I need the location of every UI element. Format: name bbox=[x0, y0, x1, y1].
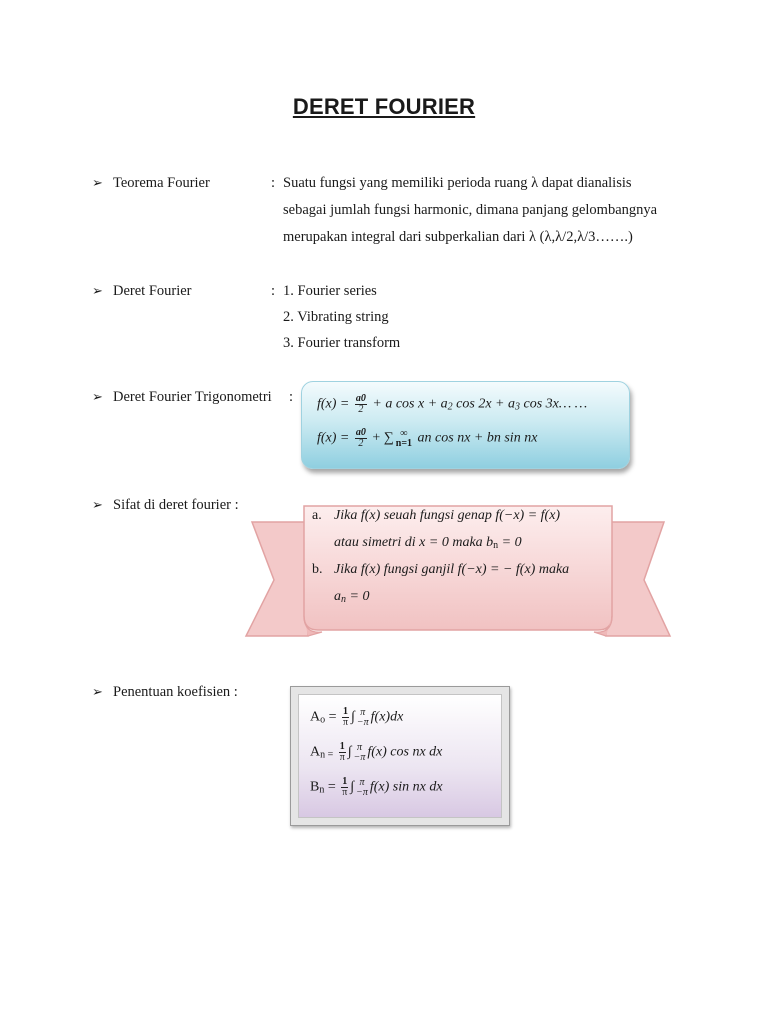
f1-frac-num: a0 bbox=[355, 393, 366, 404]
sifat-b-line-2-sub: n bbox=[341, 594, 346, 605]
f2-fraction bbox=[355, 428, 367, 449]
koef-a0-lim-bot: −π bbox=[356, 716, 369, 728]
koef-a0-frac-den: π bbox=[343, 717, 349, 728]
koef-an-name: A bbox=[310, 744, 321, 760]
sifat-a-line-2-sub: n bbox=[493, 540, 499, 551]
sum-symbol: + ∑ bbox=[372, 430, 394, 446]
integral-symbol: ∫ bbox=[351, 709, 355, 725]
sifat-b-line-2-post: = 0 bbox=[346, 589, 370, 604]
koef-a0-sub: o bbox=[320, 714, 326, 726]
trigonometri-colon: : bbox=[289, 389, 294, 405]
koef-a0-fraction bbox=[342, 707, 349, 728]
koefisien-formula-box bbox=[290, 686, 510, 826]
bullet-arrow-icon: ➢ bbox=[92, 497, 103, 512]
deret-item-2: 2. Vibrating string bbox=[283, 309, 389, 325]
koef-an-limits bbox=[354, 743, 366, 763]
f2-lhs: f(x) = bbox=[317, 430, 350, 446]
koef-an-fraction bbox=[339, 742, 346, 763]
koef-row-bn bbox=[310, 777, 443, 798]
teorema-line-3: merupakan integral dari subperkalian dari λ (λ,λ/2,λ/3…….) bbox=[283, 229, 633, 245]
sifat-b-line-1: Jika f(x) fungsi ganjil f(−x) = − f(x) maka bbox=[334, 562, 570, 577]
page-title: DERET FOURIER bbox=[292, 94, 476, 119]
koef-an-frac-den: π bbox=[339, 752, 345, 763]
koef-bn-limits bbox=[356, 778, 368, 798]
koef-a0-lim-top: π bbox=[360, 706, 366, 718]
integral-symbol: ∫ bbox=[350, 779, 355, 795]
koef-bn-eq: = bbox=[327, 779, 336, 795]
formula-line-1 bbox=[317, 394, 587, 415]
bullet-arrow-icon: ➢ bbox=[92, 684, 103, 699]
koef-row-a0 bbox=[310, 707, 403, 728]
koef-bn-fraction bbox=[341, 777, 348, 798]
sifat-b-marker: b. bbox=[312, 562, 323, 577]
f1-sub: 2 bbox=[447, 401, 453, 413]
teorema-colon: : bbox=[271, 175, 276, 191]
bullet-arrow-icon: ➢ bbox=[92, 389, 103, 404]
f1-lhs: f(x) = bbox=[317, 396, 350, 412]
koef-bn-lim-bot: −π bbox=[356, 786, 368, 798]
koef-a0-eq: = bbox=[328, 709, 337, 725]
f2-frac-den: 2 bbox=[358, 438, 364, 449]
f1-rhs: + a cos x + a bbox=[372, 396, 448, 412]
sifat-b-line-2-text: a bbox=[334, 589, 341, 604]
teorema-line-2: sebagai jumlah fungsi harmonic, dimana panjang gelombangnya bbox=[283, 202, 658, 218]
sum-limit-top: ∞ bbox=[400, 427, 408, 439]
sum-limit-bottom: n=1 bbox=[395, 437, 413, 449]
sifat-a-marker: a. bbox=[312, 508, 322, 523]
trigonometri-label: Deret Fourier Trigonometri bbox=[113, 389, 272, 405]
koef-bn-body: f(x) sin nx dx bbox=[369, 779, 443, 795]
sifat-a-line-2 bbox=[334, 535, 522, 551]
f1-mid: cos 2x + a bbox=[452, 396, 515, 412]
f1-end: cos 3x… … bbox=[519, 396, 588, 412]
teorema-label: Teorema Fourier bbox=[113, 175, 210, 191]
koefisien-label: Penentuan koefisien : bbox=[113, 684, 238, 700]
f2-end: an cos nx + bn sin nx bbox=[414, 430, 538, 446]
f1-sub2: 3 bbox=[514, 401, 520, 413]
koef-a0-name: A bbox=[310, 709, 321, 725]
koef-bn-sub: n bbox=[319, 784, 325, 796]
koef-a0-frac-num: 1 bbox=[343, 706, 349, 717]
deret-label: Deret Fourier bbox=[113, 283, 192, 299]
koef-row-an bbox=[310, 742, 442, 763]
deret-colon: : bbox=[271, 283, 276, 299]
bullet-arrow-icon: ➢ bbox=[92, 283, 103, 298]
koef-an-lim-bot: −π bbox=[353, 751, 366, 763]
koefisien-inner-panel bbox=[298, 694, 502, 818]
teorema-line-1: Suatu fungsi yang memiliki perioda ruang λ dapat dianalisis bbox=[283, 175, 632, 191]
koef-bn-name: B bbox=[310, 779, 320, 795]
sifat-a-line-2-post: = 0 bbox=[498, 535, 522, 550]
bullet-arrow-icon: ➢ bbox=[92, 175, 103, 190]
koef-bn-lim-top: π bbox=[359, 776, 365, 788]
koef-bn-frac-den: π bbox=[342, 787, 348, 798]
f1-frac-den: 2 bbox=[358, 404, 364, 415]
trigonometri-formula-box bbox=[301, 381, 630, 469]
deret-item-3: 3. Fourier transform bbox=[283, 335, 401, 351]
f2-frac-num: a0 bbox=[355, 427, 366, 438]
koef-bn-frac-num: 1 bbox=[342, 776, 348, 787]
sum-limits bbox=[396, 429, 412, 449]
koef-an-body: f(x) cos nx dx bbox=[367, 744, 443, 760]
koef-a0-limits bbox=[357, 708, 369, 728]
sifat-a-line-2-text: atau simetri di x = 0 maka b bbox=[334, 535, 494, 550]
koef-a0-body: f(x)dx bbox=[370, 709, 404, 725]
ribbon-right-tail bbox=[606, 522, 670, 636]
ribbon-left-tail bbox=[246, 522, 308, 636]
sifat-a-line-1: Jika f(x) seuah fungsi genap f(−x) = f(x) bbox=[334, 508, 561, 523]
sifat-label: Sifat di deret fourier : bbox=[113, 497, 239, 513]
koef-an-frac-num: 1 bbox=[339, 741, 345, 752]
sifat-b-line-2 bbox=[334, 589, 369, 605]
integral-symbol: ∫ bbox=[347, 744, 352, 760]
koef-an-sub: n = bbox=[320, 749, 334, 761]
formula-line-2 bbox=[317, 428, 537, 449]
f1-fraction bbox=[355, 394, 367, 415]
koef-an-lim-top: π bbox=[356, 741, 362, 753]
deret-item-1: 1. Fourier series bbox=[283, 283, 377, 299]
